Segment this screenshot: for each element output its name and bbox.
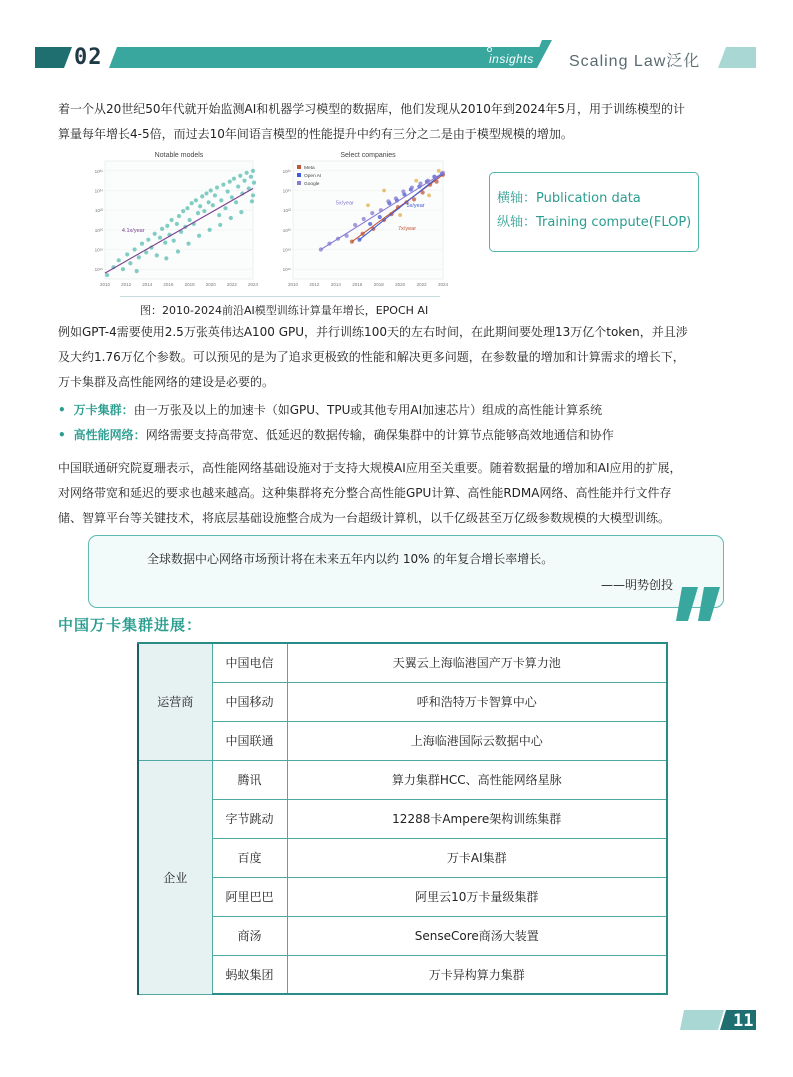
table-row [138,721,667,760]
data-point [146,238,150,242]
org-cell: 百度 [212,838,287,877]
header-teal-bar [109,47,542,68]
data-point [176,249,180,253]
data-point [378,215,382,219]
data-point [226,189,230,193]
data-point [200,194,204,198]
data-point [137,255,141,259]
table-row [138,643,667,682]
x-tick-label: 2012 [121,282,132,287]
paragraph-line: 储、智算平台等关键技术，将底层基础设施整合成为一台超级计算机，以千亿级甚至万亿级参数规模的大模型训练。 [58,511,671,525]
project-cell: SenseCore商汤大装置 [287,916,667,955]
y-tick-label: 10²² [94,208,103,214]
data-point [170,218,174,222]
data-point [398,213,402,217]
body-line: 万卡集群及高性能网络的建设是必要的。 [58,375,275,389]
y-tick-label: 10²⁰ [282,227,291,233]
compute-growth-figure [85,147,457,293]
data-point [228,180,232,184]
org-cell: 字节跳动 [212,799,287,838]
org-cell: 商汤 [212,916,287,955]
compute-growth-charts [85,147,457,293]
x-tick-label: 2022 [416,282,427,287]
data-point [366,203,370,207]
page-number: 11 [733,1011,754,1031]
chart-title: Notable models [154,152,204,159]
table-row [138,760,667,799]
intro-paragraph [58,97,744,147]
definition-item [58,398,748,423]
data-point [437,169,441,173]
intro-line: 算量每年增长4-5倍，而过去10年间语言模型的性能提升中约有三分之二是由于模型规模的增加。 [58,127,573,141]
quote-mark-icon [674,585,724,625]
legend-swatch [297,173,301,177]
data-point [386,199,390,203]
legend-label: Open AI [304,174,322,179]
data-point [236,184,240,188]
data-point [197,234,201,238]
header-banner [0,0,793,90]
body-line: 例如GPT-4需要使用2.5万张英伟达A100 GPU，并行训练100天的左右时间，在此期间要处理13万亿个token，并且涉 [58,325,688,339]
definition-text: 网络需要支持高带宽、低延迟的数据传输，确保集群中的计算节点能够高效地通信和协作 [145,428,614,442]
x-tick-label: 2016 [352,282,363,287]
body-line: 及大约1.76万亿个参数。可以预见的是为了追求更极致的性能和解决更多问题，在参数量的增加和计算需求的增长下， [58,350,685,364]
org-cell: 阿里巴巴 [212,877,287,916]
data-point [128,261,132,265]
y-tick-label: 10¹⁸ [282,247,291,253]
data-point [353,223,357,227]
data-point [213,193,217,197]
paragraph-line: 中国联通研究院夏珊表示，高性能网络基础设施对于支持大规模AI应用至关重要。随着数据量的增加和AI应用的扩展， [58,461,682,475]
y-tick-label: 10¹⁶ [94,267,103,273]
x-tick-label: 2018 [373,282,384,287]
caption-rule [120,296,440,297]
definition-term: 万卡集群： [73,403,134,417]
data-point [221,183,225,187]
definition-item [58,423,748,448]
x-tick-label: 2016 [163,282,174,287]
trend-annotation: 5x/year [406,203,425,210]
data-point [207,200,211,204]
data-point [217,213,221,217]
data-point [418,182,422,186]
definition-term: 高性能网络： [73,428,146,442]
bullet-dot-icon: • [58,403,66,417]
data-point [190,201,194,205]
trend-annotation: 7x/year [398,225,417,232]
data-point [234,200,238,204]
project-cell: 12288卡Ampere架构训练集群 [287,799,667,838]
org-cell: 蚂蚁集团 [212,955,287,994]
axis-note-y: 纵轴：Training compute(FLOP) [497,215,692,230]
quote-source: ——明势创投 [600,578,673,592]
y-tick-label: 10²⁴ [94,188,103,194]
gpt4-paragraph [58,320,744,395]
data-point [229,216,233,220]
data-point [218,223,222,227]
data-point [245,171,249,175]
data-point [202,209,206,213]
data-point [163,241,167,245]
data-point [219,198,223,202]
legend-label: Meta [304,166,315,171]
x-tick-label: 2020 [205,282,216,287]
data-point [164,256,168,260]
x-tick-label: 2012 [309,282,320,287]
data-point [125,252,129,256]
paragraph-line: 对网络带宽和延迟的要求也越来越高。这种集群将充分整合高性能GPU计算、高性能RDMA网络、高性能并行文件存 [58,486,672,500]
x-tick-label: 2022 [226,282,237,287]
data-point [410,185,414,189]
data-point [211,203,215,207]
x-tick-label: 2014 [330,282,341,287]
data-point [135,269,139,273]
page-header [0,0,793,90]
y-tick-label: 10²⁶ [94,168,103,174]
axis-note-x: 横轴：Publication data [497,191,641,206]
insights-label: insights [489,52,534,66]
x-tick-label: 2024 [247,282,259,287]
data-point [185,206,189,210]
data-point [155,253,159,257]
y-tick-label: 10²⁴ [282,188,291,194]
data-point [117,258,121,262]
org-cell: 中国移动 [212,682,287,721]
table-row [138,877,667,916]
data-point [198,204,202,208]
table-row [138,916,667,955]
project-cell: 万卡异构算力集群 [287,955,667,994]
data-point [153,232,157,236]
data-point [181,209,185,213]
table-row [138,799,667,838]
trend-annotation: 5x/year [335,200,354,207]
data-point [401,189,405,193]
data-point [165,224,169,228]
data-point [187,218,191,222]
y-tick-label: 10¹⁶ [282,267,291,273]
x-tick-label: 2014 [142,282,153,287]
data-point [175,222,179,226]
project-cell: 呼和浩特万卡智算中心 [287,682,667,721]
data-point [362,217,366,221]
data-point [242,179,246,183]
data-point [251,169,255,173]
cluster-progress-table [137,642,668,995]
data-point [368,222,372,226]
section-title: 中国万卡集群进展： [58,616,203,634]
data-point [232,177,236,181]
table-row [138,838,667,877]
figure-caption: 图：2010-2024前沿AI模型训练计算量年增长，EPOCH AI [140,304,429,317]
section-number: 02 [74,45,103,70]
data-point [196,211,200,215]
project-cell: 算力集群HCC、高性能网络星脉 [287,760,667,799]
x-tick-label: 2010 [287,282,299,287]
data-point [251,193,255,197]
data-point [239,210,243,214]
data-point [238,174,242,178]
y-tick-label: 10¹⁸ [94,247,103,253]
data-point [370,211,374,215]
legend-swatch [297,165,301,169]
definition-text: 由一万张及以上的加速卡（如GPU、TPU或其他专用AI加速芯片）组成的高性能计算系统 [133,403,603,417]
org-cell: 中国电信 [212,643,287,682]
x-tick-label: 2024 [437,282,449,287]
data-point [158,236,162,240]
legend-swatch [297,181,301,185]
project-cell: 天翼云上海临港国产万卡算力池 [287,643,667,682]
table-row [138,682,667,721]
definition-list [58,398,748,448]
data-point [427,194,431,198]
header-light-block [718,47,756,68]
data-point [250,199,254,203]
project-cell: 阿里云10万卡量级集群 [287,877,667,916]
project-cell: 上海临港国际云数据中心 [287,721,667,760]
data-point [194,198,198,202]
axis-note-box [489,172,699,252]
data-point [121,267,125,271]
data-point [186,242,190,246]
y-tick-label: 10²² [282,208,291,214]
category-cell: 运营商 [138,643,212,760]
x-tick-label: 2020 [395,282,406,287]
data-point [414,179,418,183]
y-tick-label: 10²⁶ [282,168,291,174]
org-cell: 中国联通 [212,721,287,760]
data-point [172,239,176,243]
data-point [209,188,213,192]
header-dark-block [35,47,72,68]
org-cell: 腾讯 [212,760,287,799]
legend-label: Google [304,182,320,187]
data-point [230,195,234,199]
category-cell: 企业 [138,760,212,994]
trend-annotation: 4.1x/year [121,227,145,234]
project-cell: 万卡AI集群 [287,838,667,877]
data-point [223,206,227,210]
data-point [215,185,219,189]
header-title: Scaling Law泛化 [569,53,701,70]
x-tick-label: 2018 [184,282,195,287]
data-point [160,227,164,231]
data-point [204,191,208,195]
data-point [177,214,181,218]
y-tick-label: 10²⁰ [94,227,103,233]
intro-line: 着一个从20世纪50年代就开始监测AI和机器学习模型的数据库，他们发现从2010年到2024年5月，用于训练模型的计 [58,102,686,116]
x-tick-label: 2010 [99,282,111,287]
data-point [208,228,212,232]
unicom-paragraph [58,456,744,531]
data-point [133,247,137,251]
data-point [249,175,253,179]
quote-text: 全球数据中心网络市场预计将在未来五年内以约 10% 的年复合增长率增长。 [147,552,554,566]
bullet-dot-icon: • [58,428,66,442]
data-point [394,196,398,200]
quote-box [88,535,724,608]
chart-title: Select companies [340,152,396,159]
data-point [140,242,144,246]
table-row [138,955,667,994]
data-point [382,189,386,193]
data-point [105,273,109,277]
data-point [252,181,256,185]
